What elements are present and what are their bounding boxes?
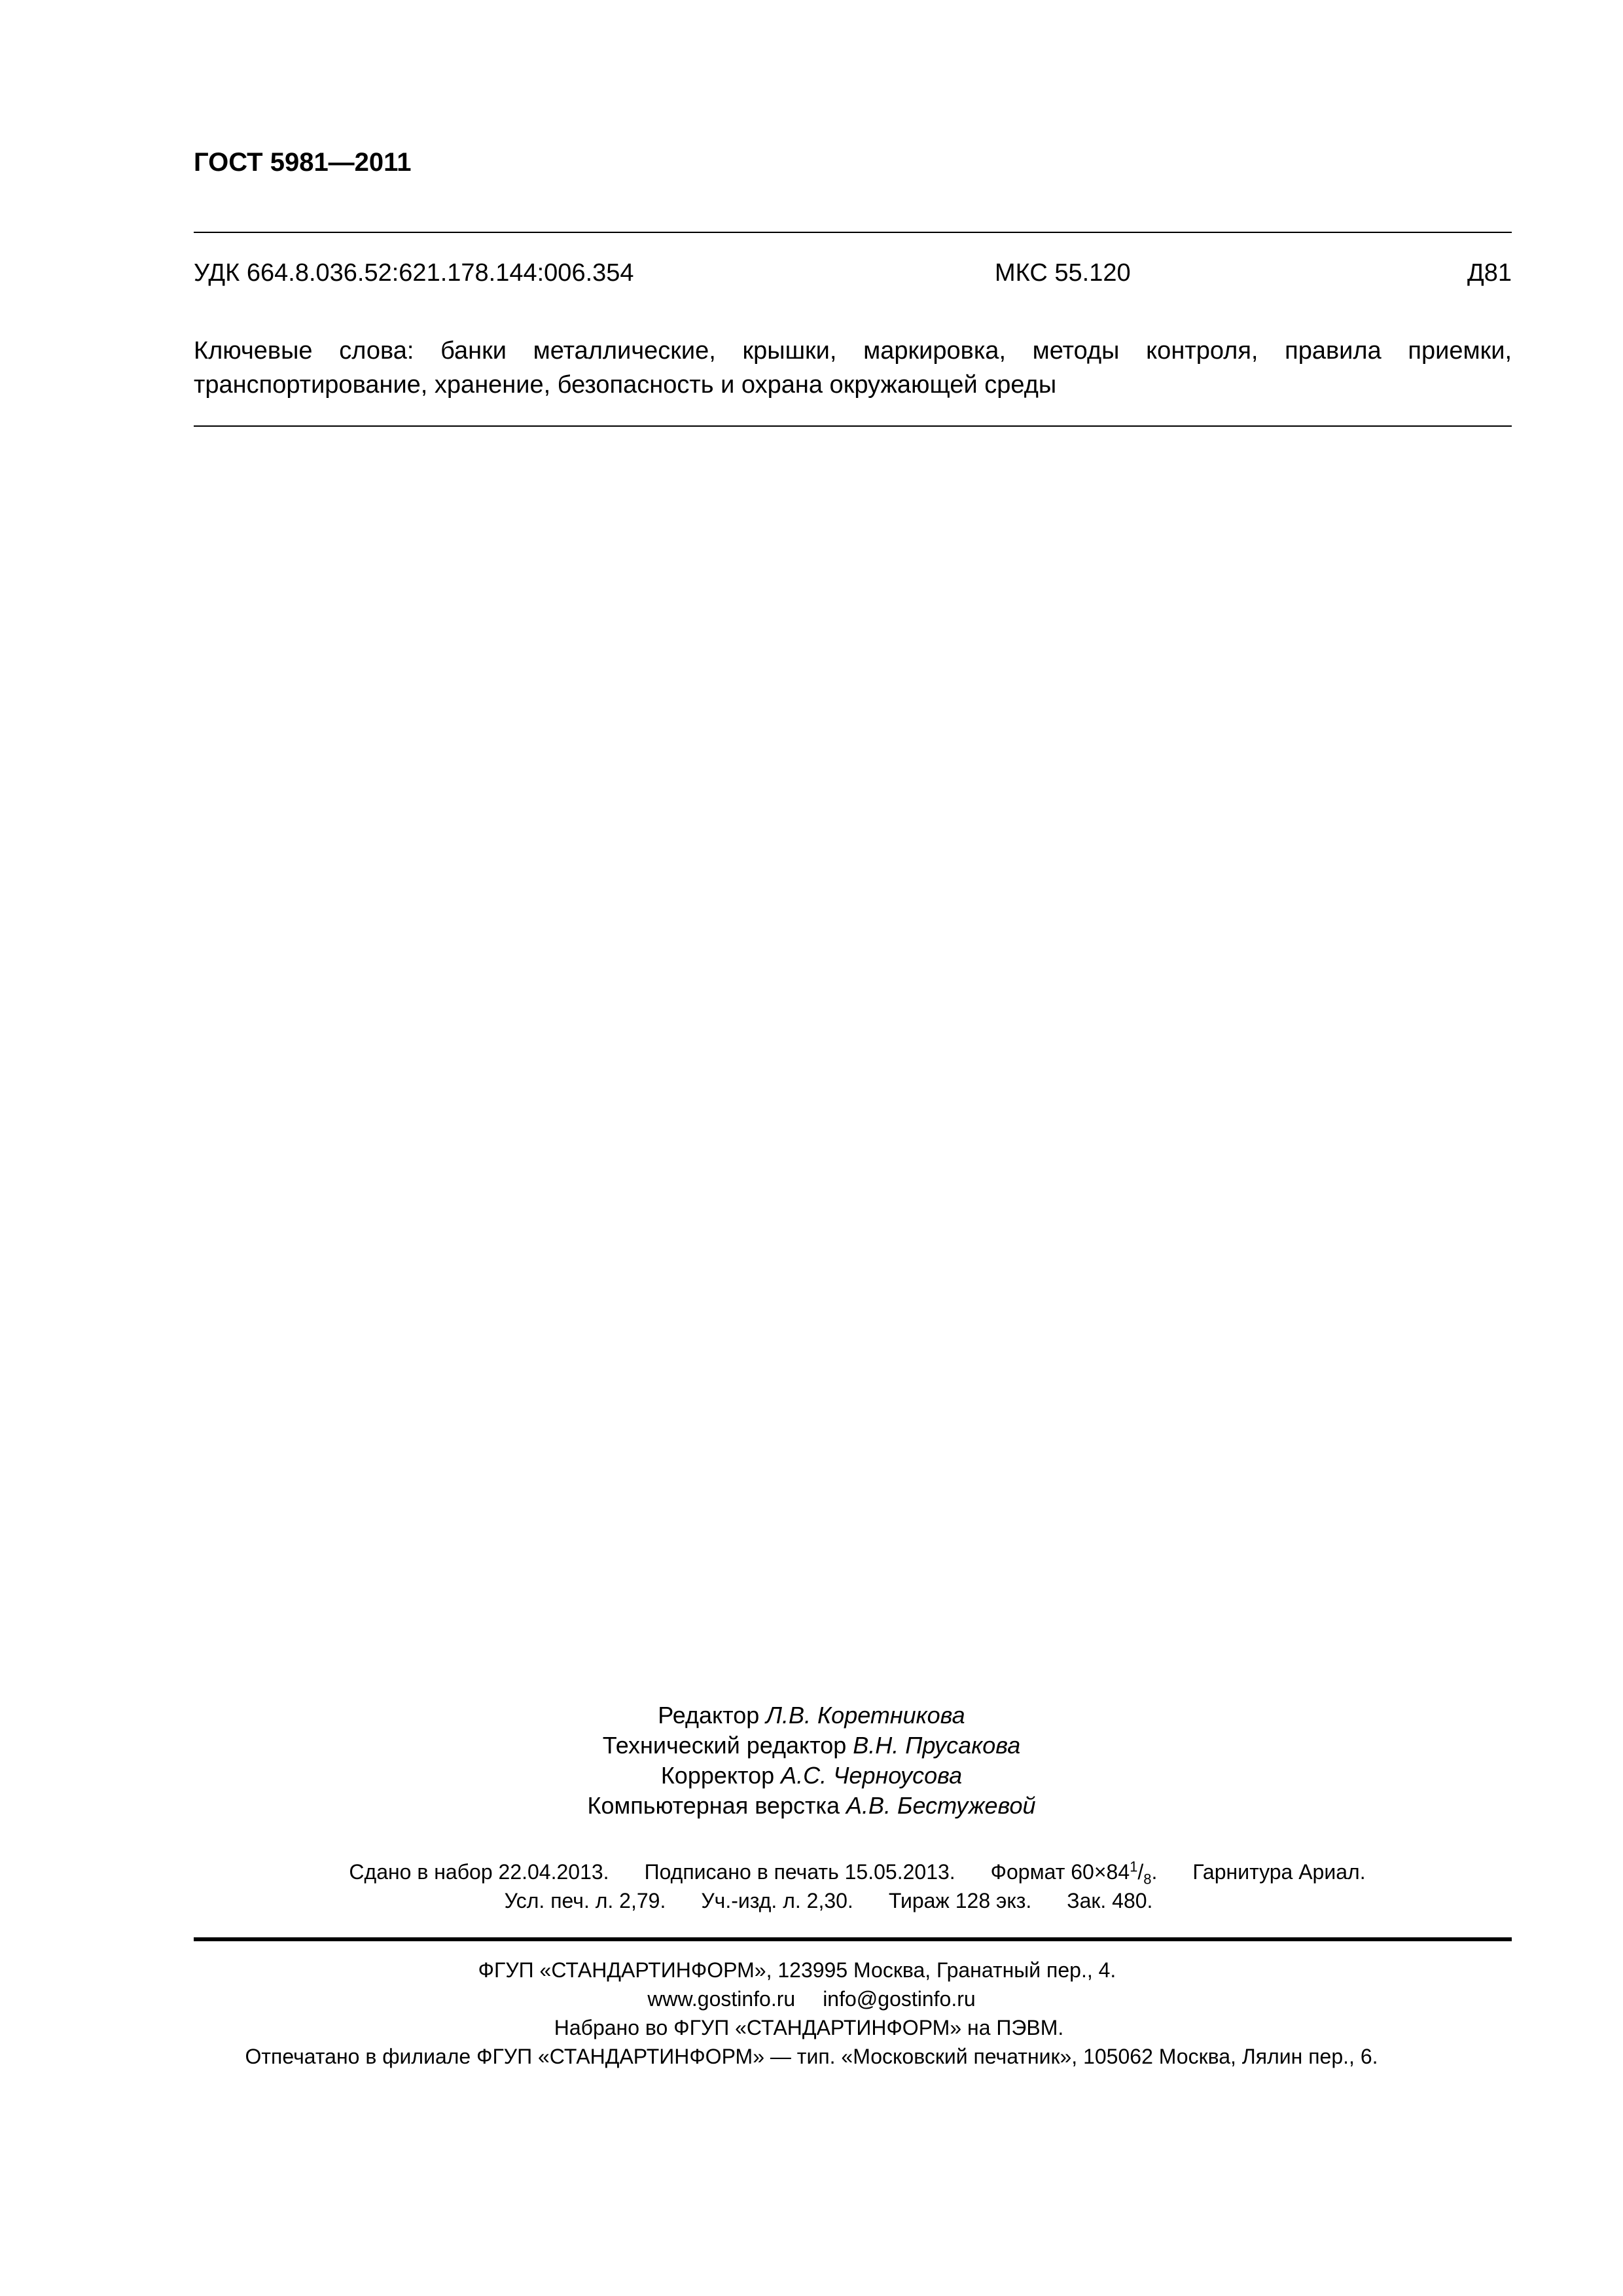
print-run: Тираж 128 экз. [888,1889,1032,1912]
credit-role: Технический редактор [602,1732,853,1759]
print-info-block [0,1857,1623,1915]
keywords-block [194,334,1512,402]
format-prefix: Формат 60×84 [990,1860,1130,1884]
order-number: Зак. 480. [1067,1889,1153,1912]
middle-divider [194,425,1512,427]
credit-name: В.Н. Прусакова [853,1732,1021,1759]
format-separator: / [1137,1860,1144,1884]
credit-role: Редактор [658,1702,766,1729]
credit-name: А.С. Черноусова [781,1762,963,1789]
typeset-note: Набрано во ФГУП «СТАНДАРТИНФОРМ» на ПЭВМ. [554,2016,1064,2039]
publisher-website: www.gostinfo.ru [647,1987,796,2011]
print-info-line-2 [17,1886,1623,1915]
uch-izd: Уч.-изд. л. 2,30. [701,1889,853,1912]
publisher-block [0,1956,1623,2071]
credit-proofreader [0,1761,1623,1791]
format-suffix: . [1151,1860,1158,1884]
format-denominator: 8 [1143,1871,1152,1888]
credits-block [0,1700,1623,1821]
credit-layout [0,1791,1623,1821]
udk-code: УДК 664.8.036.52:621.178.144:006.354 [194,259,634,287]
format-numerator: 1 [1130,1858,1138,1875]
classification-code: Д81 [1467,259,1512,287]
document-title: ГОСТ 5981—2011 [194,148,412,177]
usl-pech: Усл. печ. л. 2,79. [504,1889,666,1912]
credit-role: Компьютерная верстка [587,1792,847,1819]
credit-editor [0,1700,1623,1731]
credit-tech-editor [0,1731,1623,1761]
paper-format [990,1858,1158,1888]
publisher-contacts [0,1984,1623,2013]
print-info-line-1 [46,1857,1623,1886]
publisher-address: ФГУП «СТАНДАРТИНФОРМ», 123995 Москва, Гранатный пер., 4. [478,1958,1116,1982]
top-divider [194,232,1512,233]
bottom-divider [194,1937,1512,1941]
signed-date: Подписано в печать 15.05.2013. [644,1860,955,1884]
mks-code: МКС 55.120 [995,259,1131,287]
submitted-date: Сдано в набор 22.04.2013. [349,1860,609,1884]
keywords-line-2: транспортирование, хранение, безопасность и охрана окружающей среды [194,371,1057,399]
typeface: Гарнитура Ариал. [1192,1860,1366,1884]
credit-name: Л.В. Коретникова [766,1702,965,1729]
credit-role: Корректор [660,1762,781,1789]
publisher-email: info@gostinfo.ru [823,1987,976,2011]
printed-note: Отпечатано в филиале ФГУП «СТАНДАРТИНФОРМ» — тип. «Московский печатник», 105062 Москва, Лялин пер., 6. [245,2045,1378,2068]
keywords-line-1: Ключевые слова: банки металлические, крышки, маркировка, методы контроля, правила приемки, [194,337,1512,365]
credit-name: А.В. Бестужевой [846,1792,1036,1819]
